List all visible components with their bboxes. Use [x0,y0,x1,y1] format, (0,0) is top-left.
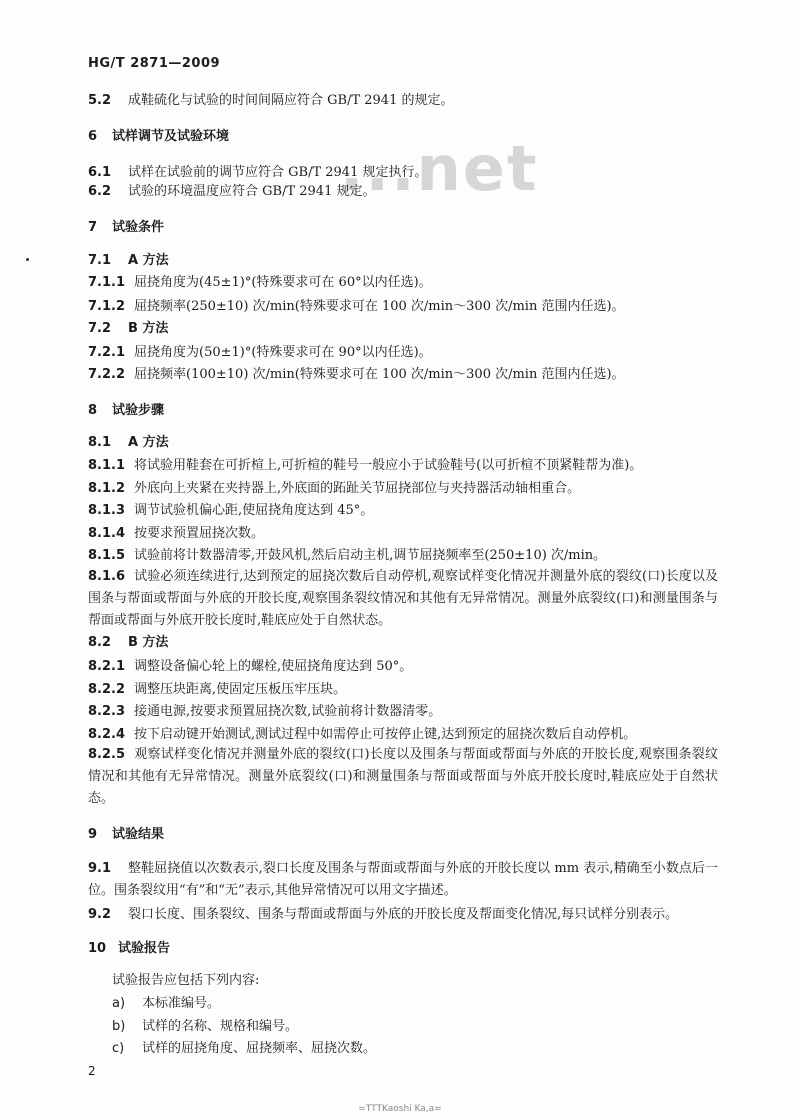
clause-text: 试验必须连续进行,达到预定的屈挠次数后自动停机,观察试样变化情况并测量外底的裂纹(口)长度以及围条与帮面或帮面与外底的开胶长度,观察围条裂纹情况和其他有无异常情况。测量外底裂纹(口)和测量围条与帮面或帮面与外底开胶长度时,鞋底应处于自然状态。 [88,569,718,628]
clause-text: 试验前将计数器清零,开鼓风机,然后启动主机,调节屈挠频率至(250±10) 次/min。 [134,548,607,563]
clause-number: 8.1.4 [88,526,126,541]
clause-number: 6.1 [88,165,112,180]
clause-text: 调整设备偏心轮上的螺栓,使屈挠角度达到 50°。 [134,659,413,674]
clause-number: 8.1.3 [88,503,126,518]
clause-number: 8.1.2 [88,481,126,496]
section-heading-10 [88,940,170,958]
clause-number: 7.1.1 [88,275,126,290]
clause-text: A 方法 [128,435,169,450]
clause-number: 7.1 [88,253,112,268]
clause-text: 调节试验机偏心距,使屈挠角度达到 45°。 [134,503,374,518]
clause-number: 8.1.5 [88,548,126,563]
clause-text: 将试验用鞋套在可折楦上,可折楦的鞋号一般应小于试验鞋号(以可折楦不顶紧鞋帮为准)。 [134,458,643,473]
clause-text: 试验的环境温度应符合 GB/T 2941 规定。 [128,184,376,199]
clause-7-2-1 [88,344,432,362]
clause-8-1-5 [88,547,606,565]
clause-text: 屈挠频率(250±10) 次/min(特殊要求可在 100 次/min～300 次/min 范围内任选)。 [134,299,625,314]
section-heading-6 [88,128,229,146]
item-marker: a) [112,996,126,1011]
clause-8-2 [88,634,168,652]
clause-text: B 方法 [128,321,169,336]
clause-text: 裂口长度、围条裂纹、围条与帮面或帮面与外底的开胶长度及帮面变化情况,每只试样分别表示。 [128,907,679,922]
clause-5-2 [88,92,453,110]
clause-8-2-5 [88,744,718,810]
section-heading-8 [88,402,164,420]
clause-8-2-2 [88,681,346,699]
clause-text: 屈挠角度为(45±1)°(特殊要求可在 60°以内任选)。 [134,275,432,290]
section-title: 试验条件 [112,220,165,235]
clause-9-2 [88,906,678,924]
clause-text: 整鞋屈挠值以次数表示,裂口长度及围条与帮面或帮面与外底的开胶长度以 mm 表示,精确至小数点后一位。围条裂纹用“有”和“无”表示,其他异常情况可以用文字描述。 [88,861,718,898]
clause-text: B 方法 [128,635,169,650]
clause-text: 按下启动键开始测试,测试过程中如需停止可按停止键,达到预定的屈挠次数后自动停机。 [134,727,637,742]
item-marker: c) [112,1041,125,1056]
clause-text: 调整压块距离,使固定压板压牢压块。 [134,682,347,697]
clause-8-1-3 [88,502,373,520]
clause-7-2 [88,320,168,338]
clause-8-1-1 [88,457,642,475]
clause-number: 8.1.6 [88,569,126,584]
report-item-a [112,995,220,1013]
section-title: 试验报告 [118,941,171,956]
clause-8-2-4 [88,726,636,744]
item-marker: b) [112,1019,126,1034]
clause-number: 8.2 [88,635,112,650]
clause-number: 6.2 [88,184,112,199]
item-text: 本标准编号。 [142,996,221,1011]
clause-number: 5.2 [88,93,112,108]
clause-text: 屈挠频率(100±10) 次/min(特殊要求可在 100 次/min～300 次/min 范围内任选)。 [134,367,625,382]
clause-text: 试样在试验前的调节应符合 GB/T 2941 规定执行。 [128,165,428,180]
clause-number: 7.2.1 [88,345,126,360]
section-heading-7 [88,219,164,237]
clause-9-1 [88,858,718,902]
clause-number: 8.1.1 [88,458,126,473]
clause-number: 9.2 [88,907,112,922]
report-item-b [112,1018,298,1036]
section-number: 10 [88,941,107,956]
clause-number: 8.1 [88,435,112,450]
clause-text: 屈挠角度为(50±1)°(特殊要求可在 90°以内任选)。 [134,345,432,360]
clause-number: 8.2.4 [88,727,126,742]
clause-number: 8.2.5 [88,747,126,762]
clause-8-2-3 [88,703,441,721]
section-number: 6 [88,129,98,144]
clause-number: 8.2.1 [88,659,126,674]
clause-text: 按要求预置屈挠次数。 [134,526,265,541]
clause-8-1-4 [88,525,264,543]
clause-7-2-2 [88,366,625,384]
standard-code-header: HG/T 2871—2009 [88,56,221,71]
section-title: 试验结果 [112,827,165,842]
clause-text: 外底向上夹紧在夹持器上,外底面的跖趾关节屈挠部位与夹持器活动轴相重合。 [134,481,581,496]
page-number: 2 [88,1064,96,1078]
item-text: 试样的屈挠角度、屈挠频率、屈挠次数。 [142,1041,377,1056]
clause-6-2 [88,183,375,201]
clause-text: 观察试样变化情况并测量外底的裂纹(口)长度以及围条与帮面或帮面与外底的开胶长度,观察围条裂纹情况和其他有无异常情况。测量外底裂纹(口)和测量围条与帮面或帮面与外底开胶长度时,鞋底应处于自然状态。 [88,747,718,806]
section-number: 8 [88,403,98,418]
clause-number: 7.2.2 [88,367,126,382]
section-title: 试验步骤 [112,403,165,418]
section-title: 试样调节及试验环境 [112,129,230,144]
clause-number: 9.1 [88,861,112,876]
clause-number: 7.1.2 [88,299,126,314]
clause-text: 成鞋硫化与试验的时间间隔应符合 GB/T 2941 的规定。 [128,93,454,108]
section-number: 9 [88,827,98,842]
clause-8-1-6 [88,566,718,632]
clause-number: 7.2 [88,321,112,336]
clause-8-1-2 [88,480,580,498]
clause-text: 接通电源,按要求预置屈挠次数,试验前将计数器清零。 [134,704,442,719]
clause-8-1 [88,434,169,452]
clause-number: 8.2.3 [88,704,126,719]
clause-7-1-2 [88,298,625,316]
report-intro: 试验报告应包括下列内容: [112,973,260,988]
watermark: ...net [340,132,539,205]
scan-speck [26,258,29,261]
report-item-c [112,1040,376,1058]
section-heading-9 [88,826,164,844]
footer-watermark: =TTTKaoshi Ka,a= [358,1104,442,1114]
clause-7-1 [88,252,169,270]
section-number: 7 [88,220,98,235]
clause-number: 8.2.2 [88,682,126,697]
clause-6-1 [88,164,427,182]
clause-8-2-1 [88,658,412,676]
clause-7-1-1 [88,274,432,292]
item-text: 试样的名称、规格和编号。 [142,1019,299,1034]
clause-text: A 方法 [128,253,169,268]
